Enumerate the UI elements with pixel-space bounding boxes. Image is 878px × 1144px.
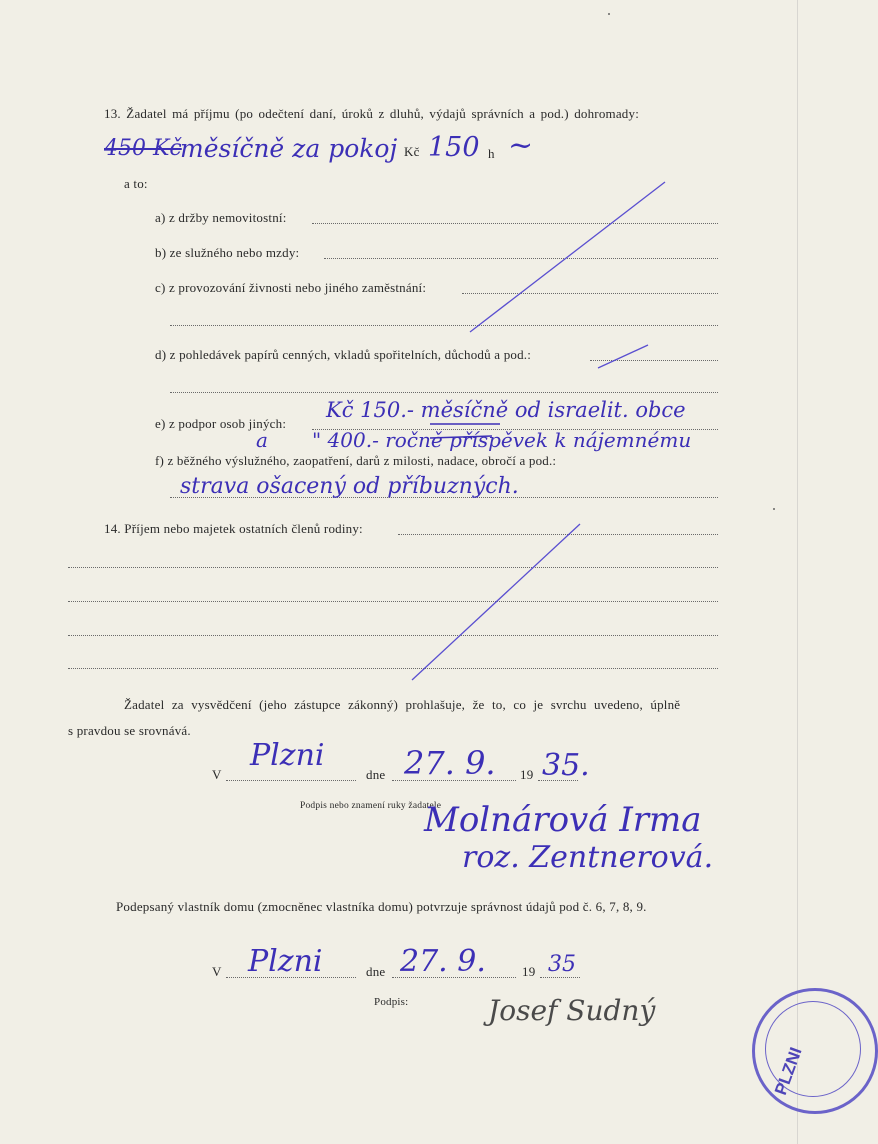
section-13-heading: 13. Žadatel má příjmu (po odečtení daní, úroků z dluhů, výdajů správních a pod.) dohromady: — [104, 106, 640, 121]
hw-applicant-signature-2: roz. Zentnerová. — [462, 840, 714, 875]
hw-item-f: strava ošacený od příbuzných. — [180, 474, 519, 499]
item-b-label: b) ze služného nebo mzdy: — [155, 245, 300, 260]
hw-item-e-2a: a — [256, 428, 268, 452]
item-e-label: e) z podpor osob jiných: — [155, 416, 287, 431]
hw-item-e-1: Kč 150.- měsíčně od israelit. obce — [326, 398, 686, 422]
cancel-stroke-d — [598, 345, 648, 368]
owner-v-label: V — [212, 964, 222, 979]
h-label: h — [488, 146, 495, 161]
item-c-label: c) z provozování živnosti nebo jiného zaměstnání: — [155, 280, 427, 295]
hw-applicant-year: 35. — [542, 748, 590, 783]
item-a-label: a) z držby nemovitostní: — [155, 210, 287, 225]
hw-owner-place: Plzni — [248, 944, 323, 979]
hw-owner-date: 27. 9. — [400, 944, 486, 979]
item-f-label: f) z běžného výslužného, zaopatření, darů z milosti, nadace, obročí a pod.: — [155, 453, 557, 468]
applicant-v-label: V — [212, 767, 222, 782]
hw-applicant-place: Plzni — [250, 738, 325, 773]
applicant-year-prefix: 19 — [520, 767, 534, 782]
owner-dne-label: dne — [366, 964, 386, 979]
declaration-line-2: s pravdou se srovnává. — [68, 723, 191, 738]
hw-income-amount: 150 — [428, 132, 480, 163]
hw-owner-signature: Josef Sudný — [488, 994, 656, 1027]
cancel-stroke-13 — [470, 182, 665, 332]
official-stamp — [752, 988, 878, 1114]
owner-podpis-label: Podpis: — [374, 996, 409, 1008]
underline-rocne — [430, 436, 492, 438]
applicant-dne-label: dne — [366, 767, 386, 782]
applicant-sign-caption: Podpis nebo znamení ruky žadatele — [300, 801, 442, 811]
owner-confirmation: Podepsaný vlastník domu (zmocněnec vlastníka domu) potvrzuje správnost údajů pod č. 6, 7, 8, 9. — [116, 899, 647, 914]
section-14-heading: 14. Příjem nebo majetek ostatních členů rodiny: — [104, 521, 363, 536]
page-edge — [797, 0, 798, 1144]
hw-applicant-date: 27. 9. — [404, 744, 496, 782]
owner-year-prefix: 19 — [522, 964, 536, 979]
stamp-text: PLZNI — [771, 1044, 806, 1098]
hw-item-e-2: " 400.- ročně příspěvek k nájemnému — [312, 428, 692, 452]
item-d-label: d) z pohledávek papírů cenných, vkladů spořitelních, důchodů a pod.: — [155, 347, 532, 362]
cancel-stroke-14 — [412, 524, 580, 680]
struck-amount: 450 Kč — [104, 136, 182, 161]
a-to-label: a to: — [124, 176, 148, 191]
hw-tilde: ~ — [508, 128, 534, 163]
kc-label: Kč — [404, 144, 420, 159]
hw-owner-year: 35 — [548, 952, 576, 977]
hw-applicant-signature-1: Molnárová Irma — [424, 800, 702, 840]
declaration-line-1: Žadatel za vysvědčení (jeho zástupce zákonný) prohlašuje, že to, co je svrchu uvedeno, úplně — [124, 697, 681, 712]
hw-income-note: měsíčně za pokoj — [180, 134, 398, 163]
